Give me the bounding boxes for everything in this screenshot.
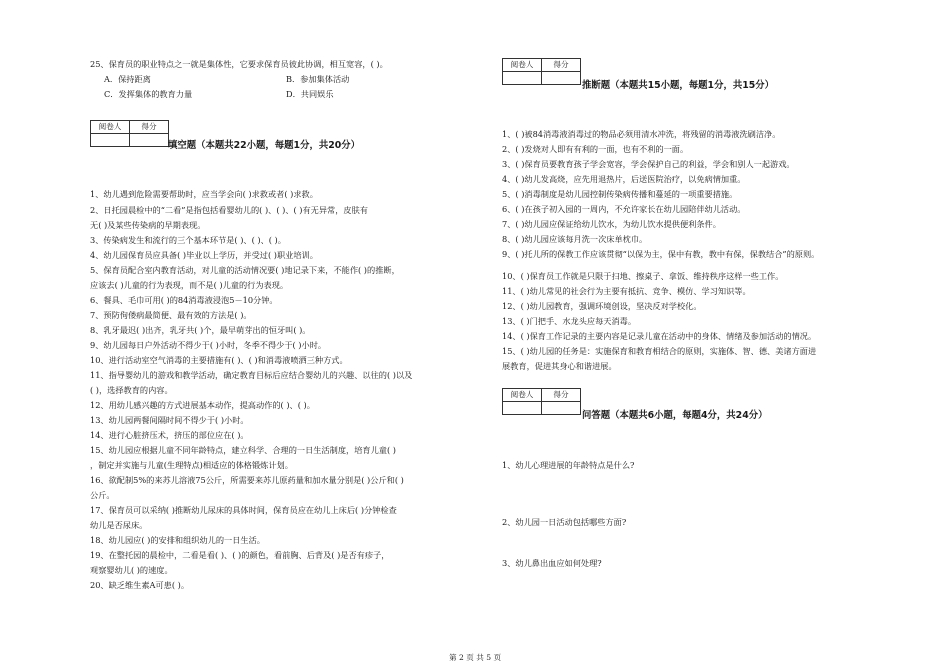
judge-line: 7、( )幼儿园应保证给幼儿饮水，为幼儿饮水提供便利条件。 [502,219,721,229]
judge-section-title: 推断题（本题共15小题，每题1分，共15分） [582,80,774,91]
judge-line: 12、( )幼儿园教育，强调环境创设，坚决反对学校化。 [502,301,702,311]
scorebox-score-header: 得分 [542,59,581,72]
fill-line: 公斤。 [90,490,115,500]
fill-section-title: 填空题（本题共22小题，每题1分，共20分） [168,140,360,151]
judge-line: 11、( )幼儿常见的社会行为主要有抵抗、竞争、模仿、学习知识等。 [502,286,751,296]
scorebox-grader-cell[interactable] [503,402,542,415]
judge-line: 4、( )幼儿发高烧，应先用退热片，后送医院治疗，以免病情加重。 [502,174,746,184]
qa-scorebox [502,388,581,415]
judge-line: 15、( )幼儿园的任务是：实施保育和教育相结合的原则，实施体、智、德、美诸方面进 [502,346,817,356]
fill-line: 20、缺乏维生素A可患( )。 [90,580,190,590]
scorebox-score-header: 得分 [542,389,581,402]
fill-line: 17、保育员可以采纳( )推断幼儿尿床的具体时间，保育员应在幼儿上床后( )分钟检查 [90,505,397,515]
q25-option-c: C．发挥集体的教育力量 [104,89,193,99]
fill-line: 13、幼儿园两餐间隔时间不得少于( )小时。 [90,415,249,425]
fill-line: ( )，选择教育的内容。 [90,385,173,395]
scorebox-score-cell[interactable] [130,134,169,147]
fill-line: ，制定并实施与儿童(生理特点)相适应的体格锻炼计划。 [90,460,293,470]
fill-scorebox [90,120,169,147]
fill-line: 16、欲配制5%的来苏儿溶液75公斤，所需要来苏儿原药量和加水量分别是( )公斤和( ) [90,475,404,485]
fill-line: 11、指导婴幼儿的游戏和教学活动，确定教育目标后应结合婴幼儿的兴趣、以往的( )以及 [90,370,413,380]
fill-line: 19、在整托园的晨检中，二看是看( )、( )的颜色，看前胸、后背及( )是否有疹子， [90,550,390,560]
qa-question: 1、幼儿心理进展的年龄特点是什么? [502,460,635,470]
scorebox-grader-header: 阅卷人 [91,121,130,134]
page-footer: 第 2 页 共 5 页 [448,653,502,662]
fill-line: 7、预防佝偻病最简便、最有效的方法是( )。 [90,310,252,320]
q25-option-d: D．共同娱乐 [286,89,334,99]
judge-scorebox [502,58,581,85]
judge-line: 6、( )在孩子初入园的一周内，不允许家长在幼儿园陪伴幼儿活动。 [502,204,746,214]
fill-line: 15、幼儿园应根据儿童不同年龄特点，建立科学、合理的一日生活制度，培育儿童( ) [90,445,396,455]
fill-line: 4、幼儿园保育员应具备( )毕业以上学历，并受过( )职业培训。 [90,250,318,260]
fill-line: 9、幼儿园每日户外活动不得少于( )小时，冬季不得少于( )小时。 [90,340,327,350]
fill-line: 8、乳牙最迟( )出齐，乳牙共( )个，最早萌芽出的恒牙叫( )。 [90,325,311,335]
judge-line: 5、( )消毒制度是幼儿园控制传染病传播和蔓延的一项重要措施。 [502,189,738,199]
judge-line: 2、( )发烧对人即有有利的一面，也有不利的一面。 [502,144,689,154]
qa-question: 3、幼儿鼻出血应如何处理? [502,558,602,568]
judge-line: 展教育，促进其身心和谐进展。 [502,361,617,371]
fill-line: 1、幼儿遇到危险需要帮助时，应当学会向( )求救或者( )求救。 [90,189,318,199]
scorebox-grader-cell[interactable] [503,72,542,85]
scorebox-score-cell[interactable] [542,402,581,415]
judge-line: 13、( )门把手、水龙头应每天消毒。 [502,316,637,326]
fill-line: 应该去( )儿童的行为表现，而不是( )儿童的行为表现。 [90,280,289,290]
fill-line: 6、餐具、毛巾可用( )的84消毒液浸泡5－10分钟。 [90,295,278,305]
fill-line: 12、用幼儿感兴趣的方式进展基本动作，提高动作的( )、( )。 [90,400,315,410]
judge-line: 1、( )被84消毒液消毒过的物品必须用清水冲洗，将残留的消毒液洗刷洁净。 [502,129,781,139]
q25-option-a: A．保持距离 [104,74,151,84]
fill-line: 幼儿是否尿床。 [90,520,148,530]
fill-line: 10、进行活动室空气消毒的主要措施有( )、( )和消毒液喷洒三种方式。 [90,355,348,365]
fill-line: 无( )及某些传染病的早期表现。 [90,220,206,230]
qa-question: 2、幼儿园一日活动包括哪些方面? [502,517,627,527]
scorebox-score-cell[interactable] [542,72,581,85]
fill-line: 观察婴幼儿( )的速度。 [90,565,173,575]
fill-line: 2、日托园晨检中的“二看”是指包括看婴幼儿的( )、( )、( )有无异常，皮肤有 [90,205,368,215]
q25-option-b: B．参加集体活动 [286,74,350,84]
fill-line: 14、进行心脏挤压术，挤压的部位应在( )。 [90,430,249,440]
qa-section-title: 问答题（本题共6小题，每题4分，共24分） [582,410,768,421]
judge-line: 3、( )保育员要教育孩子学会宽容，学会保护自己的利益，学会和别人一起游戏。 [502,159,795,169]
fill-line: 3、传染病发生和流行的三个基本环节是( )、( )、( )。 [90,235,286,245]
scorebox-grader-cell[interactable] [91,134,130,147]
judge-line: 10、( )保育员工作就是只限于扫地、擦桌子、拿饭、维持秩序这样一些工作。 [502,271,784,281]
scorebox-score-header: 得分 [130,121,169,134]
fill-line: 5、保育员配合室内教育活动，对儿童的活动情况要( )地记录下来，不能作( )的推断， [90,265,400,275]
scorebox-grader-header: 阅卷人 [503,389,542,402]
fill-line: 18、幼儿园应( )的安排和组织幼儿的一日生活。 [90,535,265,545]
judge-line: 8、( )幼儿园应该每月洗一次床单枕巾。 [502,234,648,244]
scorebox-grader-header: 阅卷人 [503,59,542,72]
judge-line: 9、( )托儿所的保教工作应该贯彻“以保为主，保中有教，教中有保，保教结合”的原则。 [502,249,820,259]
q25-stem: 25、保育员的职业特点之一就是集体性，它要求保育员彼此协调，相互宽容，( )。 [90,59,388,69]
judge-line: 14、( )保育工作记录的主要内容是记录儿童在活动中的身体、情绪及参加活动的情况。 [502,331,817,341]
